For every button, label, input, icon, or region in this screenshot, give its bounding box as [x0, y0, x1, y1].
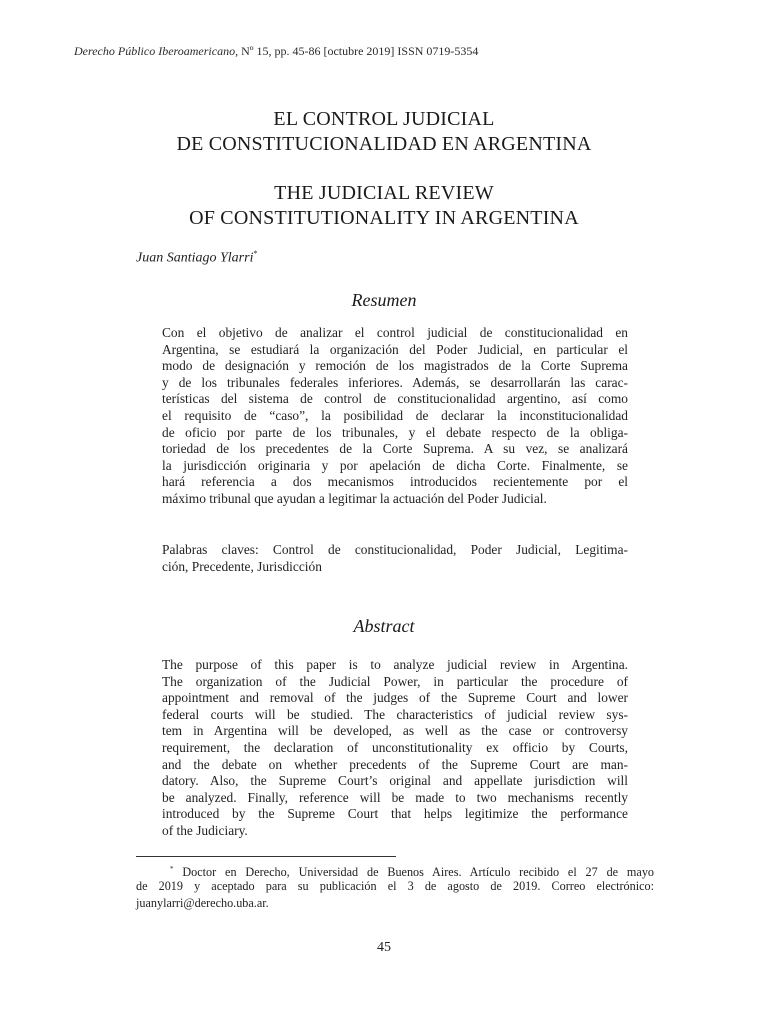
- keywords-paragraph: [162, 542, 628, 575]
- text-line: y de los tribunales federales inferiores. Además, se desarrollarán las carac-: [162, 374, 628, 390]
- text-line: tem in Argentina will be developed, as well as the case or controversy: [162, 723, 628, 739]
- text-line: appointment and removal of the judges of the Supreme Court and lower: [162, 690, 628, 706]
- text-line: The organization of the Judicial Power, in particular the procedure of: [162, 673, 628, 689]
- text-line: Palabras claves: Control de constitucionalidad, Poder Judicial, Legitima-: [162, 542, 628, 557]
- issue-details: , Nº 15, pp. 45-86 [octubre 2019] ISSN 0719-5354: [235, 44, 479, 58]
- text-line: of the Judiciary.: [162, 822, 248, 838]
- text-line: modo de designación y remoción de los magistrados de la Corte Suprema: [162, 358, 628, 374]
- author-footnote-mark: *: [253, 249, 258, 258]
- title-spanish: [0, 107, 768, 157]
- journal-name: Derecho Público Iberoamericano: [74, 44, 236, 58]
- author-name: Juan Santiago Ylarri: [136, 250, 254, 266]
- running-head: [74, 44, 478, 59]
- text-line: la jurisdicción originaria y por apelación de dicha Corte. Finalmente, se: [162, 457, 628, 473]
- footnote-mark: *: [170, 865, 174, 873]
- text-line: máximo tribunal que ayudan a legitimar la actuación del Poder Judicial.: [162, 490, 547, 506]
- footnote-divider: [136, 856, 396, 857]
- footnote-text: Doctor en Derecho, Universidad de Buenos Aires. Artículo recibido el 27 de mayo: [182, 865, 655, 880]
- text-line: Argentina, se estudiará la organización del Poder Judicial, en particular el: [162, 341, 628, 357]
- text-line: federal courts will be studied. The characteristics of judicial review sys-: [162, 706, 628, 722]
- abstract-paragraph: [162, 657, 628, 840]
- footnote-line: de 2019 y aceptado para su publicación el 3 de agosto de 2019. Correo electrónico:: [136, 879, 654, 893]
- title-english: [0, 181, 768, 231]
- page-number: 45: [377, 940, 391, 955]
- text-line: terísticas del sistema de control de constitucionalidad argentino, así como: [162, 391, 628, 407]
- title-spanish-line-2: DE CONSTITUCIONALIDAD EN ARGENTINA: [176, 133, 592, 155]
- text-line: datory. Also, the Supreme Court’s original and appellate jurisdiction will: [162, 773, 628, 789]
- text-line: hará referencia a dos mecanismos introducidos recientemente por el: [162, 474, 628, 490]
- text-line: requirement, the declaration of unconstitutionality ex officio by Courts,: [162, 739, 628, 755]
- footnote: [136, 861, 654, 912]
- text-line: introduced by the Supreme Court that helps legitimize the performance: [162, 806, 628, 822]
- resumen-heading: Resumen: [351, 290, 417, 310]
- title-spanish-line-1: EL CONTROL JUDICIAL: [273, 108, 495, 130]
- text-line: The purpose of this paper is to analyze judicial review in Argentina.: [162, 657, 628, 672]
- footnote-line: [136, 861, 654, 878]
- footnote-line: juanylarri@derecho.uba.ar.: [136, 896, 269, 910]
- text-line: el requisito de “caso”, la posibilidad de declarar la inconstitucionalidad: [162, 407, 628, 423]
- title-english-line-1: THE JUDICIAL REVIEW: [274, 182, 494, 204]
- text-line: and the debate on whether precedents of the Supreme Court are man-: [162, 756, 628, 772]
- author-line: [136, 249, 257, 267]
- title-english-line-2: OF CONSTITUTIONALITY IN ARGENTINA: [189, 207, 579, 229]
- text-line: be analyzed. Finally, reference will be made to two mechanisms recently: [162, 789, 628, 805]
- text-line: toriedad de los precedentes de la Corte Suprema. A su vez, se analizará: [162, 441, 628, 457]
- resumen-paragraph: [162, 325, 628, 508]
- text-line: ción, Precedente, Jurisdicción: [162, 558, 322, 574]
- text-line: Con el objetivo de analizar el control judicial de constitucionalidad en: [162, 325, 628, 340]
- abstract-heading: Abstract: [353, 616, 415, 636]
- text-line: de oficio por parte de los tribunales, y el debate respecto de la obliga-: [162, 424, 628, 440]
